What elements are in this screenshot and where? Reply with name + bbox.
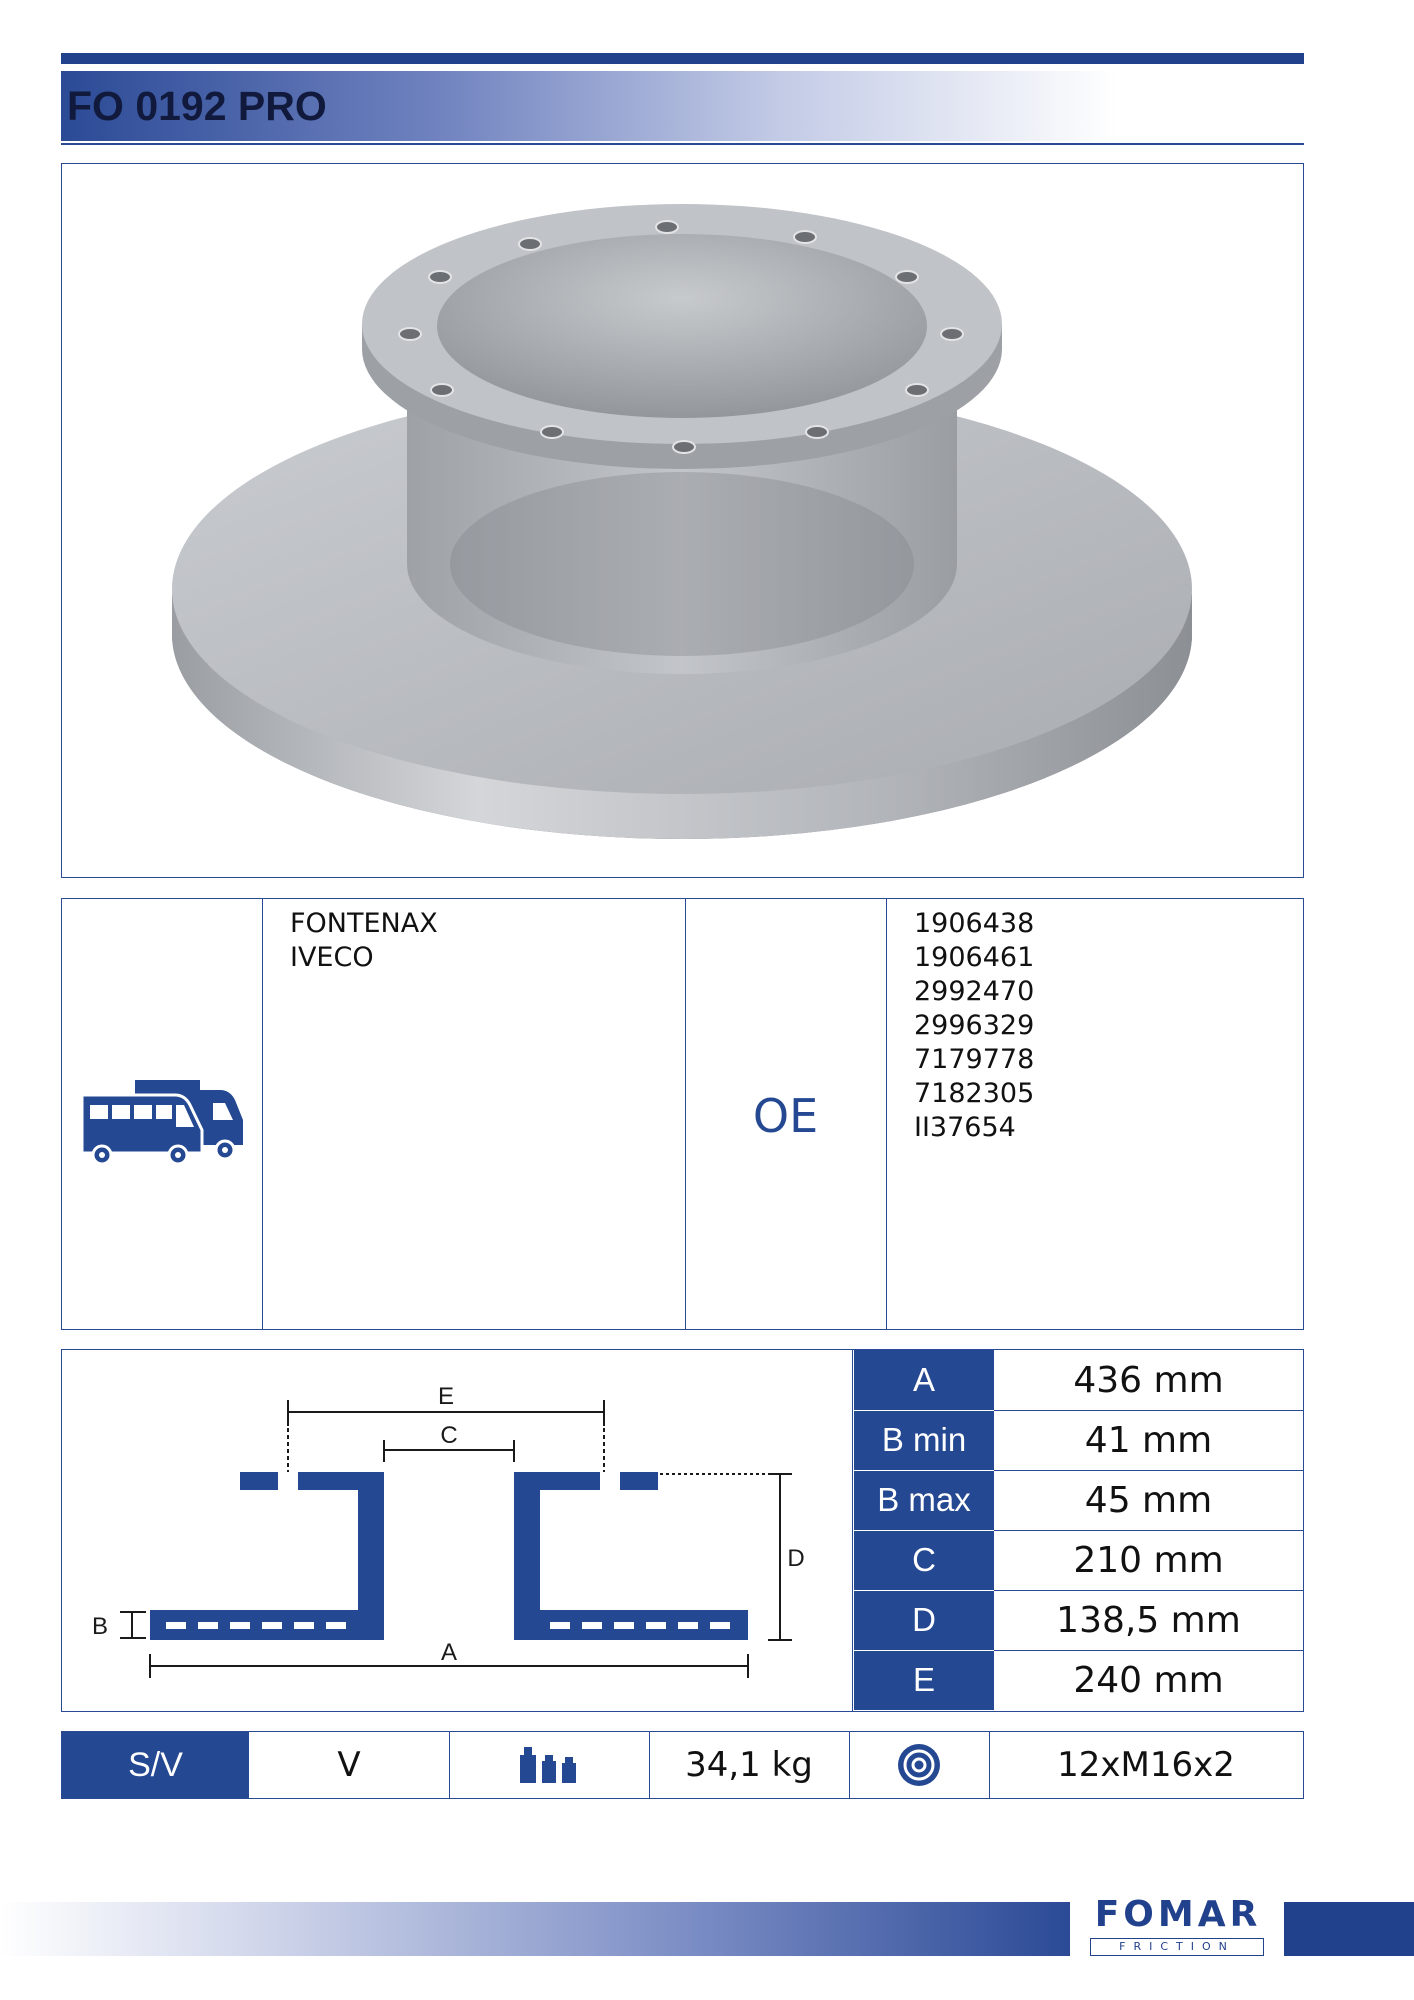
label-d: D — [787, 1545, 805, 1572]
fomar-logo — [1080, 1894, 1276, 1962]
dimension-table — [854, 1350, 1303, 1710]
row-separator — [994, 1590, 1303, 1591]
logo-brand: FOMAR — [1094, 1894, 1262, 1935]
hub-bolt-icon — [849, 1732, 989, 1798]
brake-disc-image — [62, 164, 1302, 876]
sv-label: S/V — [62, 1732, 249, 1798]
dim-label: D — [854, 1590, 994, 1650]
title-underline — [61, 143, 1304, 145]
oe-number: 7179778 — [914, 1044, 1035, 1075]
footer-block — [1284, 1902, 1414, 1956]
oe-number: 2996329 — [914, 1010, 1035, 1041]
dim-value: 436 mm — [1073, 1359, 1224, 1401]
dim-value: 41 mm — [1084, 1419, 1213, 1461]
row-separator — [994, 1410, 1303, 1411]
dim-label: B max — [854, 1470, 994, 1530]
divider — [262, 899, 263, 1329]
oe-number: 1906461 — [914, 942, 1035, 973]
dim-value: 138,5 mm — [1056, 1599, 1241, 1641]
label-separator — [854, 1590, 994, 1591]
dim-row — [854, 1530, 1303, 1590]
row-separator — [994, 1530, 1303, 1531]
label-e: E — [437, 1383, 455, 1410]
weights-icon — [449, 1732, 649, 1798]
label-separator — [854, 1410, 994, 1411]
dim-label: A — [854, 1350, 994, 1410]
dim-label: B min — [854, 1410, 994, 1470]
row-separator — [994, 1650, 1303, 1651]
label-a: A — [440, 1639, 458, 1666]
dim-row — [854, 1650, 1303, 1710]
oe-number: 1906438 — [914, 908, 1035, 939]
oe-number: 2992470 — [914, 976, 1035, 1007]
title-bar — [61, 71, 1304, 141]
applications-table — [61, 898, 1304, 1330]
oe-number: 7182305 — [914, 1078, 1035, 1109]
label-separator — [854, 1470, 994, 1471]
spec-row — [61, 1731, 1304, 1799]
bolt-value: 12xM16x2 — [1057, 1745, 1235, 1785]
cross-section-diagram — [62, 1350, 852, 1710]
label-b: B — [91, 1613, 109, 1640]
dim-row — [854, 1410, 1303, 1470]
dim-value: 45 mm — [1084, 1479, 1213, 1521]
oe-number: II37654 — [914, 1112, 1016, 1143]
label-separator — [854, 1650, 994, 1651]
dim-row — [854, 1470, 1303, 1530]
dim-value: 210 mm — [1073, 1539, 1224, 1581]
oe-label: OE — [752, 1089, 819, 1143]
footer-gradient — [0, 1902, 1070, 1956]
logo-subbrand: FRICTION — [1090, 1938, 1264, 1956]
label-separator — [854, 1530, 994, 1531]
product-code: FO 0192 PRO — [67, 83, 327, 129]
dim-row — [854, 1350, 1303, 1410]
make-item: FONTENAX — [290, 908, 438, 939]
dim-row — [854, 1590, 1303, 1650]
dimensions-box — [61, 1349, 1304, 1712]
label-c: C — [440, 1422, 458, 1449]
product-image-box — [61, 163, 1304, 878]
divider — [852, 1350, 853, 1711]
divider — [886, 899, 887, 1329]
vehicle-makes — [290, 907, 438, 975]
dim-label: C — [854, 1530, 994, 1590]
sv-value: V — [337, 1745, 361, 1785]
oe-numbers — [914, 907, 1034, 1145]
top-rule — [61, 53, 1304, 64]
make-item: IVECO — [290, 942, 374, 973]
row-separator — [994, 1470, 1303, 1471]
weight-value: 34,1 kg — [685, 1745, 813, 1785]
bus-truck-icon — [80, 1075, 245, 1165]
dim-label: E — [854, 1650, 994, 1710]
dim-value: 240 mm — [1073, 1659, 1224, 1701]
